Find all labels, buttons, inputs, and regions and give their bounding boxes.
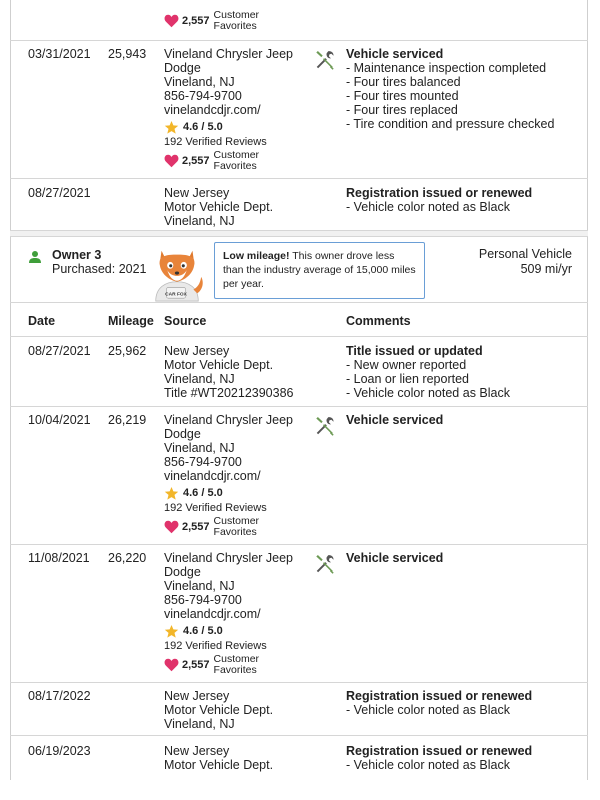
- rating-value: 4.6 / 5.0: [183, 121, 223, 133]
- favorites-label: Favorites: [213, 526, 257, 538]
- callout-text: This owner drove less than the industry average of 15,000 miles per year.: [223, 250, 416, 290]
- shop-phone[interactable]: 856-794-9700: [164, 593, 242, 607]
- header-source: Source: [164, 314, 207, 328]
- comment-title: Registration issued or renewed: [346, 689, 533, 703]
- shop-city: Vineland, NJ: [164, 441, 235, 455]
- heart-icon: [164, 658, 179, 672]
- rating-value: 4.6 / 5.0: [183, 625, 223, 637]
- star-icon: [164, 624, 179, 639]
- record-date: 11/08/2021: [28, 551, 90, 565]
- vehicle-type: Personal Vehicle: [478, 247, 572, 261]
- table-row: [10, 407, 588, 545]
- comment-item: - Tire condition and pressure checked: [346, 117, 555, 131]
- record-source: [164, 413, 314, 538]
- header-comments: Comments: [346, 314, 411, 328]
- record-date: 03/31/2021: [28, 47, 91, 61]
- source-name: New Jersey: [164, 744, 230, 758]
- comment-title: Vehicle serviced: [346, 551, 444, 565]
- record-mileage: 26,219: [108, 413, 147, 427]
- shop-rating: [164, 119, 314, 135]
- table-row: [10, 545, 588, 683]
- comment-title: Registration issued or renewed: [346, 186, 533, 200]
- source-name: New Jersey: [164, 186, 230, 200]
- shop-phone[interactable]: 856-794-9700: [164, 455, 242, 469]
- comment-item: - Vehicle color noted as Black: [346, 200, 510, 214]
- comment-item: - Four tires balanced: [346, 75, 461, 89]
- heart-icon: [164, 154, 179, 168]
- record-date: 06/19/2023: [28, 744, 91, 758]
- record-mileage: 25,943: [108, 47, 147, 61]
- table-row: [10, 41, 588, 179]
- fox-mascot-icon: [148, 245, 206, 303]
- comment-title: Title issued or updated: [346, 344, 483, 358]
- shop-rating: [164, 623, 314, 639]
- record-source: [164, 186, 314, 228]
- favorites-count: 2,557: [182, 155, 210, 167]
- record-date: 10/04/2021: [28, 413, 91, 427]
- shop-website[interactable]: vinelandcdjr.com/: [164, 607, 261, 621]
- shop-name[interactable]: Dodge: [164, 427, 201, 441]
- header-mileage: Mileage: [108, 314, 154, 328]
- source-name: New Jersey: [164, 344, 230, 358]
- record-comments: [346, 344, 586, 400]
- comment-item: - Four tires replaced: [346, 103, 458, 117]
- record-mileage: 26,220: [108, 551, 147, 565]
- record-date: 08/27/2021: [28, 186, 91, 200]
- comment-item: - Four tires mounted: [346, 89, 459, 103]
- comment-title: Registration issued or renewed: [346, 744, 533, 758]
- favorites-count: 2,557: [182, 659, 210, 671]
- comment-item: - Vehicle color noted as Black: [346, 703, 510, 717]
- shop-name[interactable]: Vineland Chrysler Jeep: [164, 47, 294, 61]
- source-city: Vineland, NJ: [164, 214, 235, 228]
- record-source: [164, 689, 314, 731]
- record-comments: [346, 47, 586, 131]
- header-date: Date: [28, 314, 56, 328]
- table-row: [10, 337, 588, 407]
- record-date: 08/27/2021: [28, 344, 91, 358]
- favorites-label: Customer: [213, 9, 260, 21]
- table-header: [10, 303, 588, 337]
- favorites-count: 2,557: [182, 521, 210, 533]
- record-comments: [346, 186, 586, 214]
- customer-favorites: [164, 9, 314, 32]
- vehicle-usage: 509 mi/yr: [520, 262, 572, 276]
- source-name: Motor Vehicle Dept.: [164, 758, 274, 772]
- source-name: Motor Vehicle Dept.: [164, 358, 274, 372]
- comment-item: - Vehicle color noted as Black: [346, 386, 510, 400]
- comment-item: - Maintenance inspection completed: [346, 61, 547, 75]
- favorites-label: Customer: [213, 515, 260, 527]
- callout-title: Low mileage!: [223, 250, 290, 262]
- record-comments: [346, 689, 586, 717]
- shop-website[interactable]: vinelandcdjr.com/: [164, 469, 261, 483]
- shop-city: Vineland, NJ: [164, 75, 235, 89]
- record-comments: [346, 551, 586, 565]
- comment-title: Vehicle serviced: [346, 413, 444, 427]
- shop-phone[interactable]: 856-794-9700: [164, 89, 242, 103]
- table-row: [10, 736, 588, 780]
- customer-favorites: [164, 150, 314, 172]
- verified-reviews[interactable]: 192 Verified Reviews: [164, 136, 267, 148]
- owner-name: Owner 3: [52, 248, 102, 262]
- record-source: [164, 551, 314, 676]
- source-name: Motor Vehicle Dept.: [164, 703, 274, 717]
- record-source: [164, 744, 314, 772]
- shop-name[interactable]: Dodge: [164, 61, 201, 75]
- heart-icon: [164, 520, 179, 534]
- table-row: [10, 0, 588, 41]
- favorites-label: Customer: [213, 149, 260, 161]
- favorites-label: Customer: [213, 653, 260, 665]
- wrench-screwdriver-icon: [314, 49, 336, 71]
- star-icon: [164, 120, 179, 135]
- record-source: [164, 344, 314, 400]
- comment-title: Vehicle serviced: [346, 47, 444, 61]
- wrench-screwdriver-icon: [314, 415, 336, 437]
- customer-favorites: [164, 654, 314, 676]
- source-name: New Jersey: [164, 689, 230, 703]
- shop-rating: [164, 485, 314, 501]
- table-row: [10, 179, 588, 230]
- section-divider: [10, 230, 588, 237]
- favorites-label: Favorites: [213, 160, 257, 172]
- wrench-screwdriver-icon: [314, 553, 336, 575]
- shop-website[interactable]: vinelandcdjr.com/: [164, 103, 261, 117]
- record-comments: [346, 413, 586, 427]
- comment-item: - Vehicle color noted as Black: [346, 758, 510, 772]
- person-icon: [28, 250, 42, 264]
- source-city: Vineland, NJ: [164, 372, 235, 386]
- verified-reviews[interactable]: 192 Verified Reviews: [164, 502, 267, 514]
- comment-item: - New owner reported: [346, 358, 467, 372]
- owner-purchased: Purchased: 2021: [52, 262, 147, 276]
- heart-icon: [164, 14, 179, 28]
- history-sheet: [10, 0, 588, 800]
- shop-name[interactable]: Vineland Chrysler Jeep: [164, 551, 294, 565]
- customer-favorites: [164, 516, 314, 538]
- favorites-label: Favorites: [213, 20, 257, 32]
- shop-name[interactable]: Vineland Chrysler Jeep: [164, 413, 294, 427]
- record-source: [164, 47, 314, 172]
- record-mileage: 25,962: [108, 344, 147, 358]
- verified-reviews[interactable]: 192 Verified Reviews: [164, 640, 267, 652]
- comment-item: - Loan or lien reported: [346, 372, 469, 386]
- star-icon: [164, 486, 179, 501]
- title-number: Title #WT20212390386: [164, 386, 294, 400]
- shop-city: Vineland, NJ: [164, 579, 235, 593]
- table-row: [10, 683, 588, 736]
- source-city: Vineland, NJ: [164, 717, 235, 731]
- record-date: 08/17/2022: [28, 689, 91, 703]
- record-comments: [346, 744, 586, 772]
- favorites-count: 2,557: [182, 15, 210, 27]
- source-name: Motor Vehicle Dept.: [164, 200, 274, 214]
- rating-value: 4.6 / 5.0: [183, 487, 223, 499]
- owner-header: [10, 237, 588, 303]
- svg-text:CAR FOX: CAR FOX: [165, 292, 187, 298]
- favorites-label: Favorites: [213, 664, 257, 676]
- shop-name[interactable]: Dodge: [164, 565, 201, 579]
- low-mileage-callout: [214, 242, 425, 299]
